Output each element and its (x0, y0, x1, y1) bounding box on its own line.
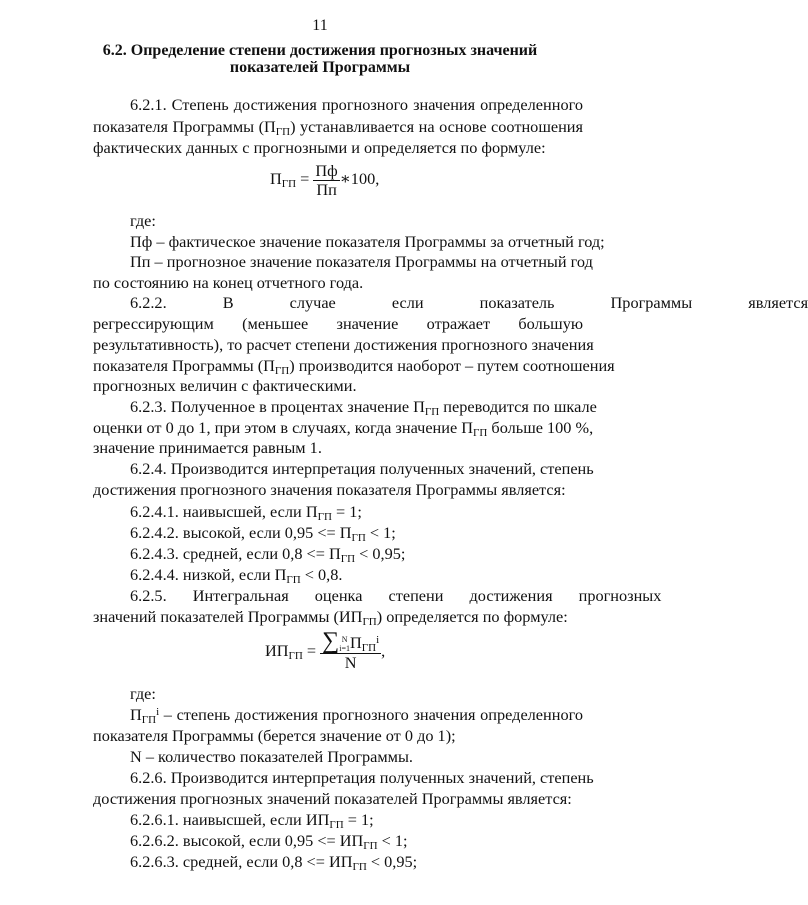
paragraph-6-2-4-line-2: достижения прогнозного значения показателя Программы является: (93, 480, 566, 499)
where-label-2: где: (130, 684, 156, 703)
item-6-2-4-3: 6.2.4.3. средней, если $0,8 <= П_{ГП} < 0,95$; (130, 544, 406, 565)
paragraph-6-2-2-line-3: результативность), то расчет степени достижения прогнозного значения (93, 335, 594, 354)
paragraph-6-2-3-line-3: значение принимается равным 1. (93, 438, 322, 457)
definition-pgp-i-line-1: $П_{ГП}^i$ – степень достижения прогнозного значения определенного (130, 705, 583, 726)
definition-pp-line-2: по состоянию на конец отчетного года. (93, 273, 364, 292)
definition-n: N – количество показателей Программы. (130, 747, 413, 766)
definition-pf: Пф – фактическое значение показателя Программы за отчетный год; (130, 232, 605, 251)
definition-pp-line-1: Пп – прогнозное значение показателя Программы на отчетный год (130, 252, 593, 271)
where-label-1: где: (130, 211, 156, 230)
item-6-2-6-1: 6.2.6.1. наивысшей, если $ИП_{ГП} = 1$; (130, 810, 374, 831)
paragraph-6-2-1-line-3: фактических данных с прогнозными и определяется по формуле: (93, 138, 546, 157)
definition-pgp-i-line-2: показателя Программы (берется значение от 0 до 1); (93, 726, 456, 745)
formula-integral-estimate: $ИП_{ГП}$ = ∑ N i=1 $П_{ГП}^i$ N , (265, 628, 386, 673)
paragraph-6-2-2-line-1: 6.2.2. В случае если показатель Программы является (130, 293, 808, 312)
paragraph-6-2-2-line-2: регрессирующим (меньшее значение отражает большую (93, 314, 583, 333)
item-6-2-6-2: 6.2.6.2. высокой, если $0,95 <= ИП_{ГП} < 1$; (130, 831, 408, 852)
paragraph-6-2-2-line-4: показателя Программы $(П_{ГП})$ производится наоборот – путем соотношения (93, 356, 615, 377)
paragraph-6-2-4-line-1: 6.2.4. Производится интерпретация полученных значений, степень (130, 459, 594, 478)
paragraph-6-2-6-line-2: достижения прогнозных значений показателей Программы является: (93, 789, 572, 808)
paragraph-6-2-5-line-2: значений показателей Программы $(ИП_{ГП})$ определяется по формуле: (93, 607, 568, 628)
item-6-2-4-1: 6.2.4.1. наивысшей, если $П_{ГП} = 1$; (130, 502, 362, 523)
item-6-2-6-3: 6.2.6.3. средней, если $0,8 <= ИП_{ГП} < 0,95$; (130, 852, 418, 873)
fraction: ∑ N i=1 $П_{ГП}^i$ N (322, 628, 380, 673)
heading-line-1: 6.2. Определение степени достижения прогнозных значений (102, 42, 538, 59)
paragraph-6-2-1-line-2: показателя Программы $(П_{ГП})$ устанавливается на основе соотношения (93, 117, 583, 138)
paragraph-6-2-3-line-1: 6.2.3. Полученное в процентах значение $П_{ГП}$ переводится по шкале (130, 397, 597, 418)
fraction: $\frac{Пф}{Пп}$ (315, 161, 338, 199)
page-number: 11 (312, 17, 328, 34)
paragraph-6-2-3-line-2: оценки от 0 до 1, при этом в случаях, когда значение $П_{ГП}$ больше 100 %, (93, 418, 594, 439)
paragraph-6-2-1-line-1: 6.2.1. Степень достижения прогнозного значения определенного (130, 95, 583, 114)
paragraph-6-2-2-line-5: прогнозных величин с фактическими. (93, 376, 357, 395)
paragraph-6-2-6-line-1: 6.2.6. Производится интерпретация полученных значений, степень (130, 768, 594, 787)
section-heading (60, 42, 580, 76)
item-6-2-4-2: 6.2.4.2. высокой, если $0,95 <= П_{ГП} < 1$; (130, 523, 396, 544)
paragraph-6-2-5-line-1: 6.2.5. Интегральная оценка степени достижения прогнозных (130, 586, 662, 605)
item-6-2-4-4: 6.2.4.4. низкой, если $П_{ГП} < 0,8$. (130, 565, 343, 586)
heading-line-2: показателей Программы (229, 59, 411, 76)
formula-achievement-degree: $П_{ГП}$ = $\frac{Пф}{Пп}$ ∗100, (270, 161, 380, 199)
